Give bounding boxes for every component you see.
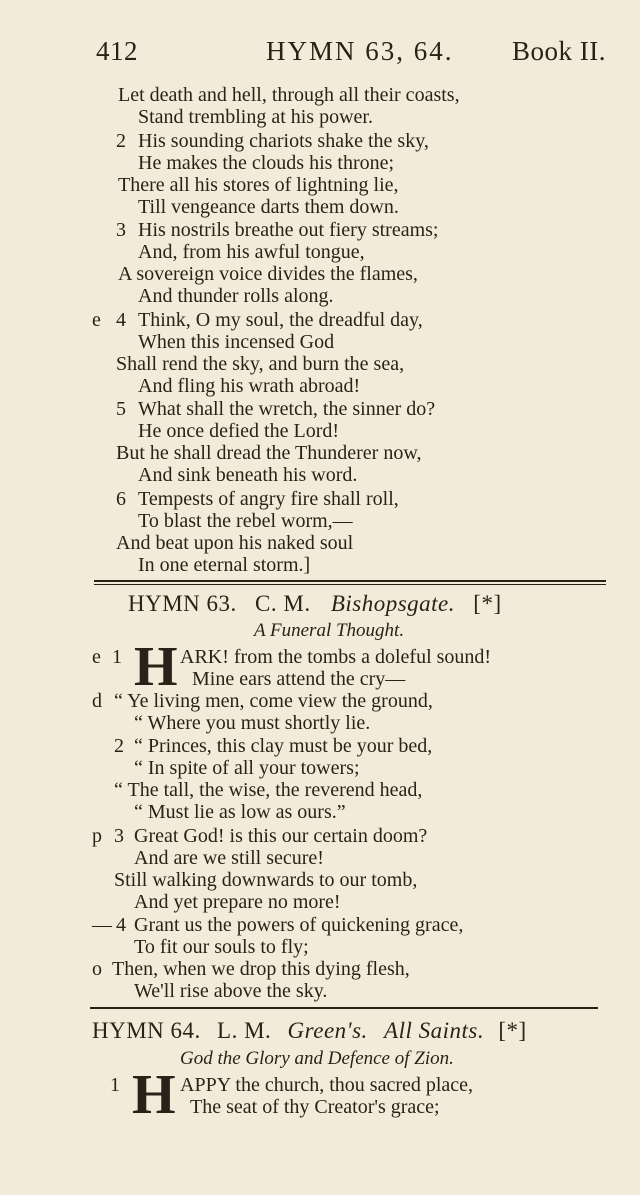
verse-line: “ Where you must shortly lie. [134,712,371,734]
verse-line: Tempests of angry fire shall roll, [138,488,399,510]
verse-line: APPY the church, thou sacred place, [180,1074,474,1096]
verse-line: “ In spite of all your towers; [134,757,360,779]
dynamic-mark: o [92,958,102,980]
verse-line: Stand trembling at his power. [138,106,373,128]
hymn-title [92,1018,527,1044]
verse-line: And beat upon his naked soul [116,532,354,554]
drop-cap: H [134,636,178,698]
verse-line: Great God! is this our certain doom? [134,825,428,847]
verse-line: Let death and hell, through all their coasts, [118,84,460,106]
dynamic-mark: e [92,646,101,668]
verse-line: And fling his wrath abroad! [138,375,361,397]
verse-line: Mine ears attend the cry— [192,668,406,690]
verse-line: ARK! from the tombs a doleful sound! [180,646,492,668]
stanza-number: 3 [116,219,126,241]
hymn-label: HYMN 63. [128,591,237,616]
hymn-tune: Bishopsgate. [330,591,456,616]
verse-line: Grant us the powers of quickening grace, [134,914,464,936]
stanza-number: 2 [114,735,124,757]
stanza-number: 6 [116,488,126,510]
dynamic-mark: p [92,825,102,847]
stanza-number: 2 [116,130,126,152]
verse-line: And are we still secure! [134,847,324,869]
stanza-number: 4 [116,309,126,331]
section-divider [94,584,606,585]
stanza-number: 3 [114,825,124,847]
verse-line: “ The tall, the wise, the reverend head, [114,779,423,801]
dynamic-mark: d [92,690,102,712]
verse-line: But he shall dread the Thunderer now, [116,442,422,464]
stanza-number: 4 [116,914,126,936]
drop-cap: H [132,1064,176,1126]
running-title: HYMN 63, 64. [266,36,454,66]
verse-line: To fit our souls to fly; [134,936,309,958]
verse-line: The seat of thy Creator's grace; [190,1096,440,1118]
stanza-number: 5 [116,398,126,420]
verse-line: His nostrils breathe out fiery streams; [138,219,439,241]
verse-line: When this incensed God [138,331,335,353]
verse-line: What shall the wretch, the sinner do? [138,398,436,420]
hymn-title [128,591,502,617]
hymn-meter: C. M. [255,591,311,616]
hymn-subtitle: A Funeral Thought. [254,620,405,641]
verse-line: Shall rend the sky, and burn the sea, [116,353,405,375]
verse-line: “ Princes, this clay must be your bed, [134,735,433,757]
hymn-flag: [*] [473,591,502,616]
stanza-number: 1 [110,1074,120,1096]
verse-line: We'll rise above the sky. [134,980,328,1002]
hymn-tune: Green's. [287,1018,368,1043]
verse-line: In one eternal storm.] [138,554,311,576]
verse-line: His sounding chariots shake the sky, [138,130,429,152]
verse-line: A sovereign voice divides the flames, [118,263,418,285]
verse-line: And, from his awful tongue, [138,241,365,263]
verse-line: And thunder rolls along. [138,285,334,307]
verse-line: “ Must lie as low as ours.” [134,801,346,823]
page-number: 412 [96,36,138,66]
verse-line: “ Ye living men, come view the ground, [114,690,433,712]
hymn-meter: L. M. [217,1018,272,1043]
verse-line: And yet prepare no more! [134,891,341,913]
dynamic-mark: e [92,309,101,331]
verse-line: Think, O my soul, the dreadful day, [138,309,423,331]
stanza-number: 1 [112,646,122,668]
verse-line: There all his stores of lightning lie, [118,174,399,196]
verse-line: Then, when we drop this dying flesh, [112,958,410,980]
verse-line: Till vengeance darts them down. [138,196,399,218]
hymn-flag: [*] [498,1018,527,1043]
hymn-tune-alt: All Saints. [384,1018,485,1043]
book-label: Book II. [512,36,606,66]
verse-line: Still walking downwards to our tomb, [114,869,418,891]
section-divider [90,1007,598,1009]
dynamic-mark: — [92,914,112,936]
section-divider [94,580,606,582]
verse-line: He makes the clouds his throne; [138,152,395,174]
hymn-label: HYMN 64. [92,1018,201,1043]
verse-line: To blast the rebel worm,— [138,510,353,532]
hymn-subtitle: God the Glory and Defence of Zion. [180,1048,454,1069]
verse-line: He once defied the Lord! [138,420,340,442]
verse-line: And sink beneath his word. [138,464,358,486]
